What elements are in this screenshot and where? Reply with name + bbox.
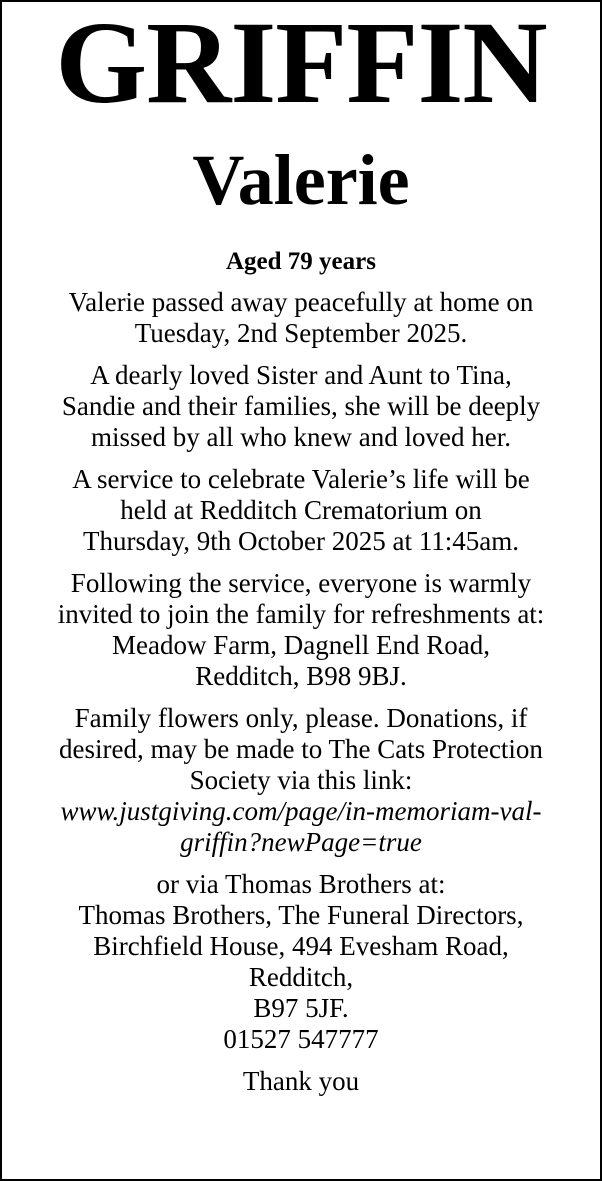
- funeral-directors-line: Birchfield House, 494 Evesham Road,: [93, 931, 509, 961]
- first-name-heading: Valerie: [192, 140, 410, 220]
- surname-heading: GRIFFIN: [55, 0, 547, 128]
- donations-line: Society via this link:: [189, 765, 413, 795]
- passing-line: Valerie passed away peacefully at home on: [68, 287, 534, 317]
- donation-link[interactable]: www.justgiving.com/page/in-memoriam-val-: [60, 796, 542, 826]
- family-line: A dearly loved Sister and Aunt to Tina,: [90, 360, 512, 390]
- service-line: Thursday, 9th October 2025 at 11:45am.: [83, 526, 519, 556]
- funeral-directors-line: Thomas Brothers, The Funeral Directors,: [78, 900, 524, 930]
- reception-line: Meadow Farm, Dagnell End Road,: [112, 630, 490, 660]
- reception-line: Redditch, B98 9BJ.: [195, 661, 407, 691]
- funeral-directors-line: B97 5JF.: [253, 993, 349, 1023]
- reception-line: invited to join the family for refreshments at:: [57, 599, 545, 629]
- funeral-directors-line: or via Thomas Brothers at:: [156, 869, 446, 899]
- donations-paragraph: [10, 703, 592, 858]
- service-line: held at Redditch Crematorium on: [120, 495, 482, 525]
- family-paragraph: [10, 360, 592, 453]
- family-line: Sandie and their families, she will be deeply: [61, 391, 541, 421]
- closing-line: Thank you: [242, 1066, 360, 1096]
- family-line: missed by all who knew and loved her.: [91, 422, 511, 452]
- reception-line: Following the service, everyone is warmly: [70, 568, 532, 598]
- donation-link[interactable]: griffin?newPage=true: [180, 827, 422, 857]
- service-line: A service to celebrate Valerie’s life will be: [72, 464, 530, 494]
- notice-body: [10, 246, 592, 1108]
- reception-paragraph: [10, 568, 592, 692]
- donations-line: Family flowers only, please. Donations, if: [74, 703, 528, 733]
- passing-paragraph: [10, 287, 592, 349]
- funeral-directors-paragraph: [10, 869, 592, 1055]
- funeral-directors-line: Redditch,: [248, 962, 354, 992]
- passing-line: Tuesday, 2nd September 2025.: [134, 318, 468, 348]
- phone-number: 01527 547777: [223, 1024, 379, 1054]
- donations-line: desired, may be made to The Cats Protection: [59, 734, 543, 764]
- age-line: Aged 79 years: [226, 248, 376, 275]
- service-paragraph: [10, 464, 592, 557]
